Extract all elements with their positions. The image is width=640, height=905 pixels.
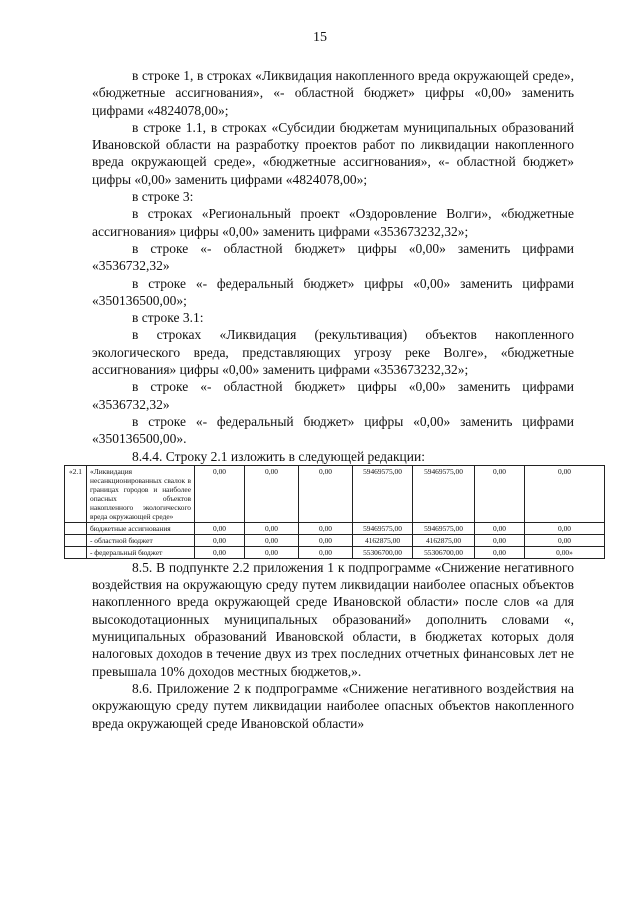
document-body [69, 67, 574, 732]
paragraph: в строках «Ликвидация (рекультивация) объектов накопленного экологического вреда, представляющих угрозу реке Волге», «бюджетные ассигнования» цифры «0,00» заменить цифрами «353673232,32»; [92, 327, 574, 378]
table-cell: 55306700,00 [353, 546, 413, 558]
table-row [65, 465, 605, 522]
row-number: «2.1 [65, 465, 87, 522]
table-cell: 0,00 [245, 465, 299, 522]
table-row [65, 546, 605, 558]
table-row [65, 534, 605, 546]
paragraph: в строке 1, в строках «Ликвидация накопленного вреда окружающей среде», «бюджетные ассигнования», «- областной бюджет» цифры «0,00» заменить цифрами «4824078,00»; [92, 68, 574, 118]
amendment-table [64, 465, 605, 559]
table-cell: 0,00 [299, 465, 353, 522]
paragraph: в строке 3: [132, 189, 194, 205]
table-cell: 4162875,00 [353, 534, 413, 546]
row-number [65, 546, 87, 558]
paragraph: в строках «Региональный проект «Оздоровление Волги», «бюджетные ассигнования» цифры «0,00» заменить цифрами «353673232,32»; [92, 206, 574, 239]
table-cell: 0,00 [245, 546, 299, 558]
table-cell: 0,00 [475, 534, 525, 546]
row-name: - федеральный бюджет [87, 546, 195, 558]
table-cell: 0,00 [245, 534, 299, 546]
table-cell: 55306700,00 [413, 546, 475, 558]
table-cell: 0,00 [299, 534, 353, 546]
row-name: «Ликвидация несанкционированных свалок в границах городов и наиболее опасных объектов накопленного экологического вреда окружающей среде» [87, 465, 195, 522]
paragraph: в строке «- областной бюджет» цифры «0,00» заменить цифрами «3536732,32» [92, 240, 574, 274]
page-number: 15 [313, 30, 327, 45]
table-cell: 0,00 [525, 522, 605, 534]
table-row [65, 522, 605, 534]
table-cell: 0,00 [525, 534, 605, 546]
table-cell: 0,00 [299, 546, 353, 558]
paragraph: 8.4.4. Строку 2.1 изложить в следующей редакции: [132, 448, 425, 464]
paragraph: в строке «- федеральный бюджет» цифры «0,00» заменить цифрами «350136500,00»; [92, 275, 574, 308]
paragraph: 8.5. В подпункте 2.2 приложения 1 к подпрограмме «Снижение негативного воздействия на окружающую среду путем ликвидации наиболее опасных объектов накопленного вреда окружающей среде Ивановской области» после слов «а для высокодотационных муниципальных образований» дополнить словами «, муниципальных образований Ивановской области, в бюджетах которых доля налоговых доходов в течение двух из трех последних отчетных финансовых лет не превышала 10% доходов местных бюджетов,». [92, 559, 574, 679]
row-number [65, 522, 87, 534]
table-cell: 4162875,00 [413, 534, 475, 546]
table-cell: 59469575,00 [413, 522, 475, 534]
row-number [65, 534, 87, 546]
table-cell: 0,00 [195, 522, 245, 534]
table-cell: 0,00 [475, 522, 525, 534]
paragraph: в строке 3.1: [132, 310, 204, 326]
table-cell: 0,00 [195, 546, 245, 558]
table-cell: 0,00 [475, 465, 525, 522]
table-cell: 59469575,00 [353, 522, 413, 534]
paragraph: в строке 1.1, в строках «Субсидии бюджетам муниципальных образований Ивановской области на разработку проектов работ по ликвидации накопленного вреда окружающей среде», «бюджетные ассигнования», «- областной бюджет» цифры «0,00» заменить цифрами «4824078,00»; [92, 119, 574, 187]
table-cell: 0,00 [245, 522, 299, 534]
table-cell: 0,00 [195, 465, 245, 522]
table-cell: 0,00 [299, 522, 353, 534]
table-cell: 0,00» [525, 546, 605, 558]
paragraph: 8.6. Приложение 2 к подпрограмме «Снижение негативного воздействия на окружающую среду путем ликвидации наиболее опасных объектов накопленного вреда окружающей среде Ивановской области» [92, 680, 574, 731]
table-cell: 59469575,00 [353, 465, 413, 522]
table-cell: 0,00 [525, 465, 605, 522]
paragraph: в строке «- федеральный бюджет» цифры «0,00» заменить цифрами «350136500,00». [92, 413, 574, 447]
row-name: бюджетные ассигнования [87, 522, 195, 534]
table-cell: 59469575,00 [413, 465, 475, 522]
table-cell: 0,00 [195, 534, 245, 546]
paragraph: в строке «- областной бюджет» цифры «0,00» заменить цифрами «3536732,32» [92, 379, 574, 412]
row-name: - областной бюджет [87, 534, 195, 546]
table-cell: 0,00 [475, 546, 525, 558]
